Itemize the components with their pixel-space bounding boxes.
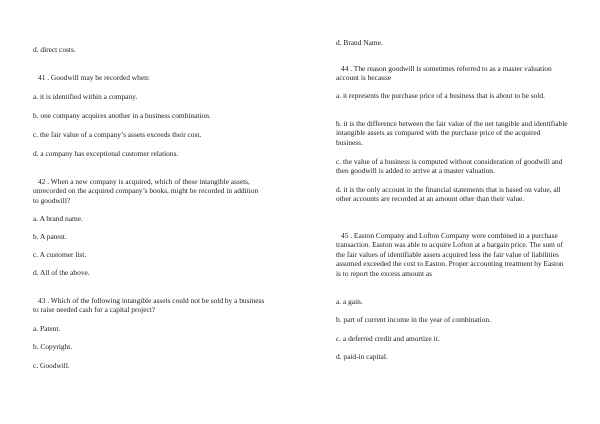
question-44-option-d: d. it is the only account in the financial statements that is based on value, all other accounts are recorded at an amount other than their value.: [336, 185, 561, 204]
question-44-option-b: b. it is the difference between the fair value of the net tangible and identifiable intangible assets as compared with the purchase price of the acquired business.: [336, 119, 568, 147]
question-42-option-c: c. A customer list.: [33, 250, 87, 259]
question-45-option-b: b. part of current income in the year of combination.: [336, 315, 491, 324]
question-44-option-c: c. the value of a business is computed without consideration of goodwill and then goodwill is added to arrive at a master valuation.: [336, 157, 563, 176]
option-d-previous-right: d. Brand Name.: [336, 38, 383, 47]
question-45-option-d: d. paid-in capital.: [336, 352, 388, 361]
question-45-option-c: c. a deferred credit and amortize it.: [336, 334, 440, 343]
question-45-stem: 45 . Easton Company and Lofton Company were combined in a purchase transaction. Easton was able to acquire Lofton at a bargain price. The sum of the fair values of identifiable assets acquired less the fair value of liabilities assumed exceeded the cost to Easton. Proper accounting treatment by Easton is to report the excess amount as: [336, 231, 564, 278]
question-41-option-a: a. it is identified within a company.: [33, 92, 138, 101]
question-42-option-d: d. All of the above.: [33, 268, 90, 277]
question-42-stem: 42 . When a new company is acquired, which of these intangible assets, unrecorded on the acquired company’s books, might be recorded in addition to goodwill?: [33, 177, 259, 205]
question-43-option-c: c. Goodwill.: [33, 361, 70, 370]
option-d-previous: d. direct costs.: [33, 45, 76, 54]
question-41-option-b: b. one company acquires another in a business combination.: [33, 111, 211, 120]
question-43-option-a: a. Patent.: [33, 324, 61, 333]
question-44-stem: 44 . The reason goodwill is sometimes referred to as a master valuation account is because: [336, 64, 552, 83]
question-43-option-b: b. Copyright.: [33, 342, 73, 351]
question-41-option-d: d. a company has exceptional customer relations.: [33, 149, 179, 158]
question-44-option-a: a. it represents the purchase price of a business that is about to be sold.: [336, 91, 545, 100]
question-42-option-a: a. A brand name.: [33, 214, 83, 223]
question-41-stem: 41 . Goodwill may be recorded when:: [38, 73, 150, 82]
question-43-stem: 43 . Which of the following intangible assets could not be sold by a business to raise needed cash for a capital project?: [33, 296, 265, 315]
question-42-option-b: b. A patent.: [33, 232, 67, 241]
question-41-option-c: c. the fair value of a company’s assets exceeds their cost.: [33, 130, 202, 139]
question-45-option-a: a. a gain.: [336, 297, 363, 306]
